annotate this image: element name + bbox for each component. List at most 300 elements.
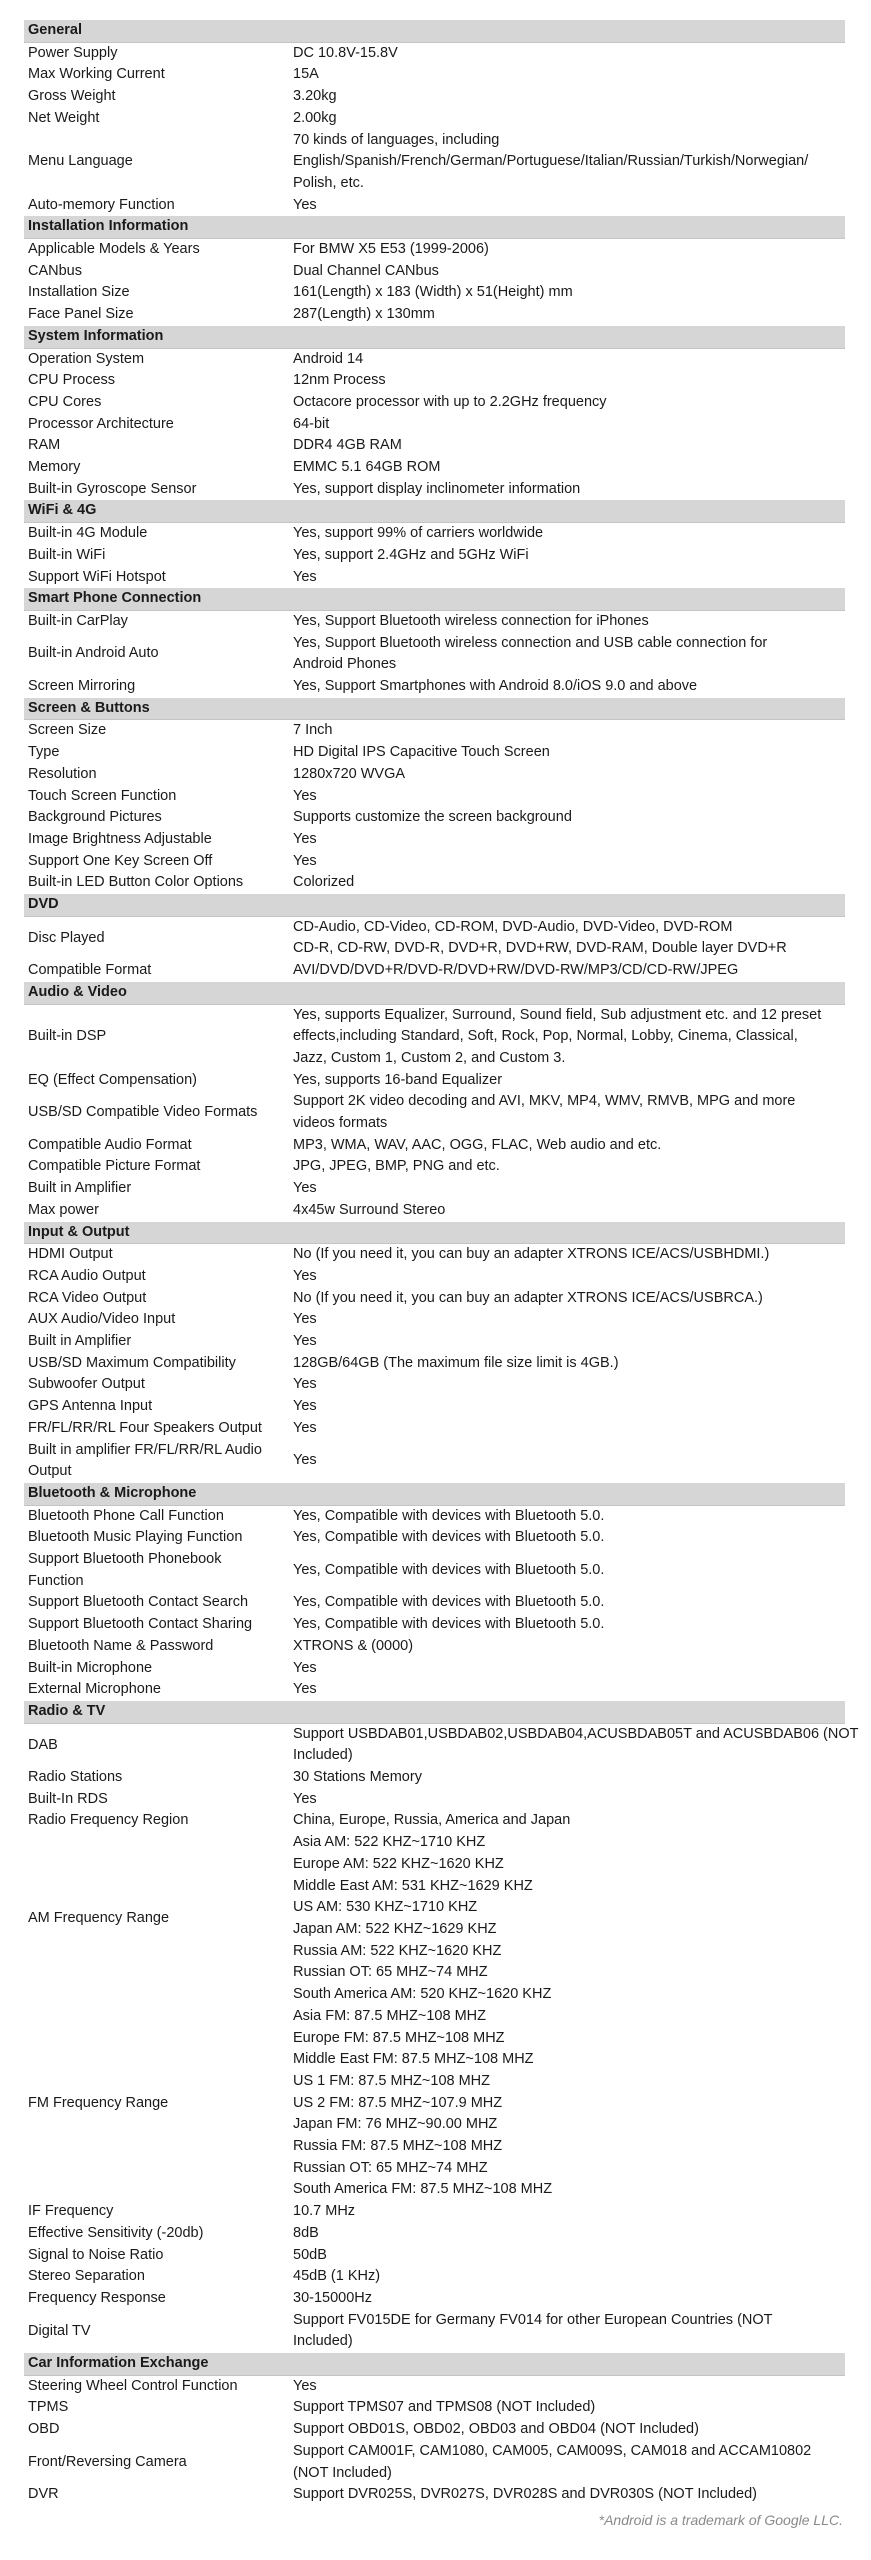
spec-label-line: Built-in Gyroscope Sensor — [28, 480, 197, 497]
spec-value-line: effects,including Standard, Soft, Rock, Pop, Normal, Lobby, Cinema, Classical, — [293, 1028, 798, 1045]
spec-value-line: Middle East AM: 531 KHZ~1629 KHZ — [293, 1877, 533, 1894]
spec-label-line: Image Brightness Adjustable — [28, 830, 212, 847]
spec-label-line: Support WiFi Hotspot — [28, 568, 166, 585]
spec-row — [24, 349, 845, 371]
spec-value — [293, 2397, 845, 2419]
spec-value-line: 70 kinds of languages, including — [293, 131, 500, 148]
spec-label — [24, 1527, 293, 1549]
spec-label-line: Screen Size — [28, 722, 107, 739]
spec-label-line: Frequency Response — [28, 2289, 166, 2306]
spec-value — [293, 1450, 845, 1472]
spec-row — [24, 414, 845, 436]
spec-value — [293, 2376, 845, 2398]
spec-value — [293, 457, 845, 479]
spec-value-line: videos formats — [293, 1115, 388, 1132]
spec-value — [293, 720, 845, 742]
spec-value-line: 15A — [293, 66, 319, 83]
spec-label-line: Built-in DSP — [28, 1028, 107, 1045]
spec-label-line: DVR — [28, 2486, 59, 2503]
spec-value — [293, 2288, 845, 2310]
spec-value-line: Yes, support display inclinometer information — [293, 480, 581, 497]
spec-label-line: Processor Architecture — [28, 415, 174, 432]
section-car-information-exchange — [24, 2353, 845, 2506]
spec-value-line: Russia AM: 522 KHZ~1620 KHZ — [293, 1942, 502, 1959]
spec-row — [24, 1178, 845, 1200]
spec-label-line: GPS Antenna Input — [28, 1398, 153, 1415]
spec-row — [24, 2397, 845, 2419]
spec-row — [24, 239, 845, 261]
spec-row — [24, 1309, 845, 1331]
spec-value-line: Yes — [293, 1659, 317, 1676]
spec-row — [24, 1506, 845, 1528]
spec-value-line: Support 2K video decoding and AVI, MKV, MP4, WMV, RMVB, MPG and more — [293, 1093, 796, 1110]
spec-label-line: Disc Played — [28, 929, 105, 946]
spec-label-line: Compatible Format — [28, 962, 152, 979]
spec-row — [24, 1418, 845, 1440]
spec-value-line: Europe FM: 87.5 MHZ~108 MHZ — [293, 2029, 505, 2046]
spec-label-line: Menu Language — [28, 153, 133, 170]
spec-label-line: Output — [28, 1463, 72, 1480]
spec-value-line: Yes — [293, 1681, 317, 1698]
spec-value-line: 128GB/64GB (The maximum file size limit is 4GB.) — [293, 1354, 619, 1371]
spec-label-line: Compatible Picture Format — [28, 1158, 201, 1175]
spec-value-line: Android Phones — [293, 656, 397, 673]
trademark-footnote: *Android is a trademark of Google LLC. — [598, 2512, 843, 2528]
spec-row — [24, 1527, 845, 1549]
spec-value-line: Yes — [293, 1790, 317, 1807]
spec-label-line: Support Bluetooth Phonebook — [28, 1551, 222, 1568]
spec-label — [24, 414, 293, 436]
spec-label — [24, 1418, 293, 1440]
spec-label-line: USB/SD Maximum Compatibility — [28, 1354, 236, 1371]
spec-row — [24, 1331, 845, 1353]
spec-value-line: Yes — [293, 830, 317, 847]
spec-value — [293, 829, 845, 851]
spec-label-line: Gross Weight — [28, 88, 116, 105]
spec-row — [24, 1679, 845, 1701]
spec-value — [293, 304, 845, 326]
spec-value-line: Support TPMS07 and TPMS08 (NOT Included) — [293, 2399, 596, 2416]
spec-row — [24, 1288, 845, 1310]
spec-label — [24, 1506, 293, 1528]
spec-label — [24, 2452, 293, 2474]
spec-label — [24, 2397, 293, 2419]
spec-value — [293, 1353, 845, 1375]
spec-label — [24, 2201, 293, 2223]
spec-row — [24, 2201, 845, 2223]
spec-value — [293, 2201, 845, 2223]
spec-label-line: Support Bluetooth Contact Search — [28, 1594, 249, 1611]
spec-row — [24, 523, 845, 545]
spec-label-line: External Microphone — [28, 1681, 161, 1698]
spec-value-line: CD-Audio, CD-Video, CD-ROM, DVD-Audio, DVD-Video, DVD-ROM — [293, 918, 733, 935]
spec-row — [24, 1440, 845, 1483]
spec-label-line: Auto-memory Function — [28, 196, 175, 213]
section-header: Audio & Video — [24, 982, 845, 1005]
section-header: Screen & Buttons — [24, 698, 845, 721]
spec-label-line: CPU Process — [28, 372, 116, 389]
spec-value-line: Yes — [293, 1333, 317, 1350]
spec-label — [24, 1440, 293, 1483]
spec-row — [24, 1592, 845, 1614]
spec-value-line: Middle East FM: 87.5 MHZ~108 MHZ — [293, 2051, 534, 2068]
spec-value-line: Yes — [293, 1267, 317, 1284]
spec-value — [293, 764, 845, 786]
spec-value — [293, 2441, 845, 2484]
spec-label — [24, 2093, 293, 2115]
spec-row — [24, 567, 845, 589]
spec-label — [24, 1331, 293, 1353]
spec-label-line: Support Bluetooth Contact Sharing — [28, 1616, 253, 1633]
spec-row — [24, 917, 845, 960]
spec-label — [24, 1200, 293, 1222]
spec-row — [24, 261, 845, 283]
spec-row — [24, 1374, 845, 1396]
spec-value-line: 10.7 MHz — [293, 2203, 356, 2220]
spec-label — [24, 64, 293, 86]
spec-value — [293, 392, 845, 414]
spec-value-line: Yes — [293, 1452, 317, 1469]
spec-row — [24, 1810, 845, 1832]
spec-label — [24, 807, 293, 829]
spec-label-line: Effective Sensitivity (-20db) — [28, 2224, 204, 2241]
spec-row — [24, 676, 845, 698]
spec-row — [24, 2310, 845, 2353]
spec-row — [24, 43, 845, 65]
section-bluetooth-microphone — [24, 1483, 845, 1701]
spec-value-line: Yes, Support Bluetooth wireless connection and USB cable connection for — [293, 634, 768, 651]
spec-row — [24, 2288, 845, 2310]
section-radio-tv — [24, 1701, 859, 2353]
spec-label-line: Built-in WiFi — [28, 546, 106, 563]
spec-value-line: 30 Stations Memory — [293, 1769, 422, 1786]
spec-value-line: Russian OT: 65 MHZ~74 MHZ — [293, 1964, 488, 1981]
spec-value-line: DDR4 4GB RAM — [293, 437, 402, 454]
spec-label-line: Support One Key Screen Off — [28, 852, 213, 869]
spec-value — [293, 1005, 845, 1070]
spec-value-line: Support OBD01S, OBD02, OBD03 and OBD04 (NOT Included) — [293, 2421, 699, 2438]
spec-label — [24, 764, 293, 786]
spec-value-line: Support DVR025S, DVR027S, DVR028S and DVR030S (NOT Included) — [293, 2486, 757, 2503]
spec-label-line: Built-in Android Auto — [28, 645, 159, 662]
spec-value-line: Jazz, Custom 1, Custom 2, and Custom 3. — [293, 1049, 566, 1066]
spec-label-line: OBD — [28, 2421, 60, 2438]
spec-label — [24, 928, 293, 950]
spec-value — [293, 1266, 845, 1288]
spec-row — [24, 1614, 845, 1636]
section-system-information — [24, 326, 845, 501]
spec-value-line: Yes, Compatible with devices with Bluetooth 5.0. — [293, 1507, 605, 1524]
spec-label-line: Operation System — [28, 350, 145, 367]
spec-value-line: Russian OT: 65 MHZ~74 MHZ — [293, 2159, 488, 2176]
spec-value — [293, 1636, 845, 1658]
spec-row — [24, 960, 845, 982]
spec-label — [24, 261, 293, 283]
spec-value-line: 45dB (1 KHz) — [293, 2268, 381, 2285]
spec-value-line: Yes — [293, 568, 317, 585]
spec-label-line: Background Pictures — [28, 809, 162, 826]
spec-label — [24, 2245, 293, 2267]
spec-row — [24, 2245, 845, 2267]
spec-label — [24, 851, 293, 873]
spec-row — [24, 108, 845, 130]
spec-label-line: Face Panel Size — [28, 306, 134, 323]
spec-label — [24, 349, 293, 371]
spec-value — [293, 872, 845, 894]
spec-label — [24, 1658, 293, 1680]
spec-value — [293, 1789, 845, 1811]
spec-value-line: Asia AM: 522 KHZ~1710 KHZ — [293, 1834, 486, 1851]
spec-row — [24, 807, 845, 829]
spec-row — [24, 2266, 845, 2288]
spec-label-line: HDMI Output — [28, 1246, 113, 1263]
spec-row — [24, 1396, 845, 1418]
spec-value-line: Colorized — [293, 874, 355, 891]
spec-value — [293, 86, 845, 108]
spec-label — [24, 1396, 293, 1418]
spec-value-line: Yes — [293, 2377, 317, 2394]
spec-row — [24, 2223, 845, 2245]
spec-value — [293, 1560, 845, 1582]
spec-label-line: Max power — [28, 1201, 99, 1218]
spec-value-line: Support FV015DE for Germany FV014 for other European Countries (NOT — [293, 2311, 773, 2328]
section-dvd — [24, 894, 845, 982]
spec-value-line: Yes — [293, 852, 317, 869]
spec-label — [24, 643, 293, 665]
spec-value-line: CD-R, CD-RW, DVD-R, DVD+R, DVD+RW, DVD-RAM, Double layer DVD+R — [293, 940, 787, 957]
spec-value-line: No (If you need it, you can buy an adapter XTRONS ICE/ACS/USBRCA.) — [293, 1289, 763, 1306]
spec-value — [293, 349, 845, 371]
spec-value-line: Japan FM: 76 MHZ~90.00 MHZ — [293, 2116, 498, 2133]
section-wifi-4g — [24, 500, 845, 588]
spec-label — [24, 1266, 293, 1288]
spec-row — [24, 435, 845, 457]
spec-value — [293, 2223, 845, 2245]
spec-value-line: China, Europe, Russia, America and Japan — [293, 1812, 571, 1829]
spec-row — [24, 1832, 845, 2006]
spec-value — [293, 1288, 845, 1310]
spec-label-line: RCA Audio Output — [28, 1267, 146, 1284]
spec-value-line: MP3, WMA, WAV, AAC, OGG, FLAC, Web audio and etc. — [293, 1136, 662, 1153]
spec-value — [293, 1309, 845, 1331]
spec-label-line: Built in Amplifier — [28, 1180, 132, 1197]
section-header: Radio & TV — [24, 1701, 845, 1724]
spec-value — [293, 195, 845, 217]
spec-label — [24, 392, 293, 414]
spec-value — [293, 1724, 858, 1767]
spec-row — [24, 829, 845, 851]
spec-label-line: Installation Size — [28, 284, 130, 301]
spec-label — [24, 545, 293, 567]
spec-value — [293, 108, 845, 130]
spec-label — [24, 1810, 293, 1832]
spec-label-line: DAB — [28, 1736, 58, 1753]
spec-row — [24, 130, 845, 195]
spec-value — [293, 567, 845, 589]
spec-value-line: Included) — [293, 2333, 353, 2350]
spec-value — [293, 1091, 845, 1134]
section-header: Car Information Exchange — [24, 2353, 845, 2376]
spec-row — [24, 545, 845, 567]
spec-row — [24, 1636, 845, 1658]
spec-label-line: Net Weight — [28, 109, 100, 126]
spec-label — [24, 611, 293, 633]
spec-value-line: No (If you need it, you can buy an adapter XTRONS ICE/ACS/USBHDMI.) — [293, 1246, 770, 1263]
spec-label-line: Front/Reversing Camera — [28, 2453, 187, 2470]
section-header: System Information — [24, 326, 845, 349]
spec-value — [293, 917, 845, 960]
spec-value-line: Yes, supports 16-band Equalizer — [293, 1071, 503, 1088]
spec-row — [24, 764, 845, 786]
spec-label — [24, 2419, 293, 2441]
spec-label — [24, 960, 293, 982]
spec-value — [293, 807, 845, 829]
spec-value — [293, 64, 845, 86]
spec-value-line: Yes — [293, 1311, 317, 1328]
spec-value-line: DC 10.8V-15.8V — [293, 44, 398, 61]
spec-value — [293, 1200, 845, 1222]
spec-row — [24, 1789, 845, 1811]
spec-value — [293, 1679, 845, 1701]
spec-label-line: RCA Video Output — [28, 1289, 147, 1306]
spec-label — [24, 1549, 293, 1592]
section-header: Input & Output — [24, 1222, 845, 1245]
spec-value-line: 1280x720 WVGA — [293, 765, 406, 782]
section-audio-video — [24, 982, 845, 1222]
spec-label-line: Subwoofer Output — [28, 1376, 145, 1393]
spec-label — [24, 282, 293, 304]
spec-value-line: US 2 FM: 87.5 MHZ~107.9 MHZ — [293, 2094, 503, 2111]
spec-label — [24, 720, 293, 742]
spec-table — [24, 20, 859, 2506]
spec-value — [293, 239, 845, 261]
spec-value — [293, 43, 845, 65]
spec-value-line: 30-15000Hz — [293, 2289, 372, 2306]
spec-row — [24, 720, 845, 742]
spec-value-line: EMMC 5.1 64GB ROM — [293, 459, 441, 476]
spec-label — [24, 829, 293, 851]
spec-label — [24, 1592, 293, 1614]
spec-row — [24, 2376, 845, 2398]
spec-value-line: Yes — [293, 787, 317, 804]
spec-label — [24, 1679, 293, 1701]
spec-label — [24, 567, 293, 589]
spec-row — [24, 633, 845, 676]
spec-label — [24, 2266, 293, 2288]
spec-value-line: 287(Length) x 130mm — [293, 306, 435, 323]
spec-label — [24, 1070, 293, 1092]
spec-label-line: Stereo Separation — [28, 2268, 145, 2285]
spec-row — [24, 1353, 845, 1375]
spec-label — [24, 435, 293, 457]
spec-value — [293, 786, 845, 808]
spec-label — [24, 1767, 293, 1789]
spec-label — [24, 1156, 293, 1178]
spec-label-line: Touch Screen Function — [28, 787, 177, 804]
spec-value — [293, 1374, 845, 1396]
spec-label-line: Digital TV — [28, 2322, 91, 2339]
spec-value — [293, 1156, 845, 1178]
spec-value-line: 4x45w Surround Stereo — [293, 1201, 446, 1218]
spec-label — [24, 1735, 293, 1757]
spec-value — [293, 1070, 845, 1092]
spec-label — [24, 43, 293, 65]
spec-value-line: (NOT Included) — [293, 2464, 392, 2481]
spec-value-line: English/Spanish/French/German/Portuguese/Italian/Russian/Turkish/Norwegian/ — [293, 153, 809, 170]
spec-label-line: Resolution — [28, 765, 97, 782]
spec-label — [24, 1135, 293, 1157]
spec-label-line: Signal to Noise Ratio — [28, 2246, 164, 2263]
spec-row — [24, 479, 845, 501]
spec-label-line: CANbus — [28, 262, 82, 279]
spec-row — [24, 786, 845, 808]
spec-row — [24, 1244, 845, 1266]
spec-value — [293, 1767, 845, 1789]
spec-label-line: CPU Cores — [28, 393, 102, 410]
spec-value-line: 64-bit — [293, 415, 330, 432]
spec-label — [24, 2376, 293, 2398]
spec-value-line: Japan AM: 522 KHZ~1629 KHZ — [293, 1921, 497, 1937]
spec-value-line: Yes — [293, 1398, 317, 1415]
spec-row — [24, 1156, 845, 1178]
spec-label-line: Built-in Microphone — [28, 1659, 153, 1676]
spec-value — [293, 1832, 845, 2006]
spec-label-line: Built-in 4G Module — [28, 525, 148, 542]
spec-value-line: Yes, Compatible with devices with Bluetooth 5.0. — [293, 1561, 605, 1578]
spec-value-line: Yes — [293, 1180, 317, 1197]
spec-value-line: Yes — [293, 196, 317, 213]
spec-value-line: Supports customize the screen background — [293, 809, 572, 826]
spec-value-line: Yes, Compatible with devices with Bluetooth 5.0. — [293, 1594, 605, 1611]
spec-value — [293, 676, 845, 698]
section-input-output — [24, 1222, 845, 1483]
spec-value-line: Yes, supports Equalizer, Surround, Sound field, Sub adjustment etc. and 12 preset — [293, 1006, 822, 1023]
section-header: Bluetooth & Microphone — [24, 1483, 845, 1506]
section-smart-phone-connection — [24, 588, 845, 698]
section-header: General — [24, 20, 845, 43]
spec-row — [24, 86, 845, 108]
spec-row — [24, 2006, 845, 2201]
spec-value — [293, 1178, 845, 1200]
spec-value — [293, 742, 845, 764]
spec-label — [24, 1374, 293, 1396]
spec-row — [24, 1549, 845, 1592]
spec-row — [24, 1200, 845, 1222]
spec-value — [293, 1135, 845, 1157]
spec-row — [24, 64, 845, 86]
spec-label-line: AUX Audio/Video Input — [28, 1311, 176, 1328]
spec-label — [24, 1288, 293, 1310]
spec-value-line: Yes, Support Bluetooth wireless connection for iPhones — [293, 612, 649, 629]
spec-value-line: Support CAM001F, CAM1080, CAM005, CAM009S, CAM018 and ACCAM10802 — [293, 2442, 812, 2459]
spec-value — [293, 1614, 845, 1636]
spec-label-line: FM Frequency Range — [28, 2094, 169, 2111]
spec-label — [24, 742, 293, 764]
spec-value-line: 7 Inch — [293, 722, 333, 739]
spec-label-line: Function — [28, 1572, 84, 1589]
spec-label — [24, 2321, 293, 2343]
spec-value — [293, 2266, 845, 2288]
spec-label — [24, 1789, 293, 1811]
spec-row — [24, 370, 845, 392]
spec-label-line: Applicable Models & Years — [28, 241, 200, 257]
spec-row — [24, 611, 845, 633]
spec-label — [24, 2288, 293, 2310]
spec-value-line: Polish, etc. — [293, 174, 364, 191]
spec-label-line: Compatible Audio Format — [28, 1136, 192, 1153]
spec-value-line: 3.20kg — [293, 88, 337, 105]
spec-value-line: Included) — [293, 1747, 353, 1764]
